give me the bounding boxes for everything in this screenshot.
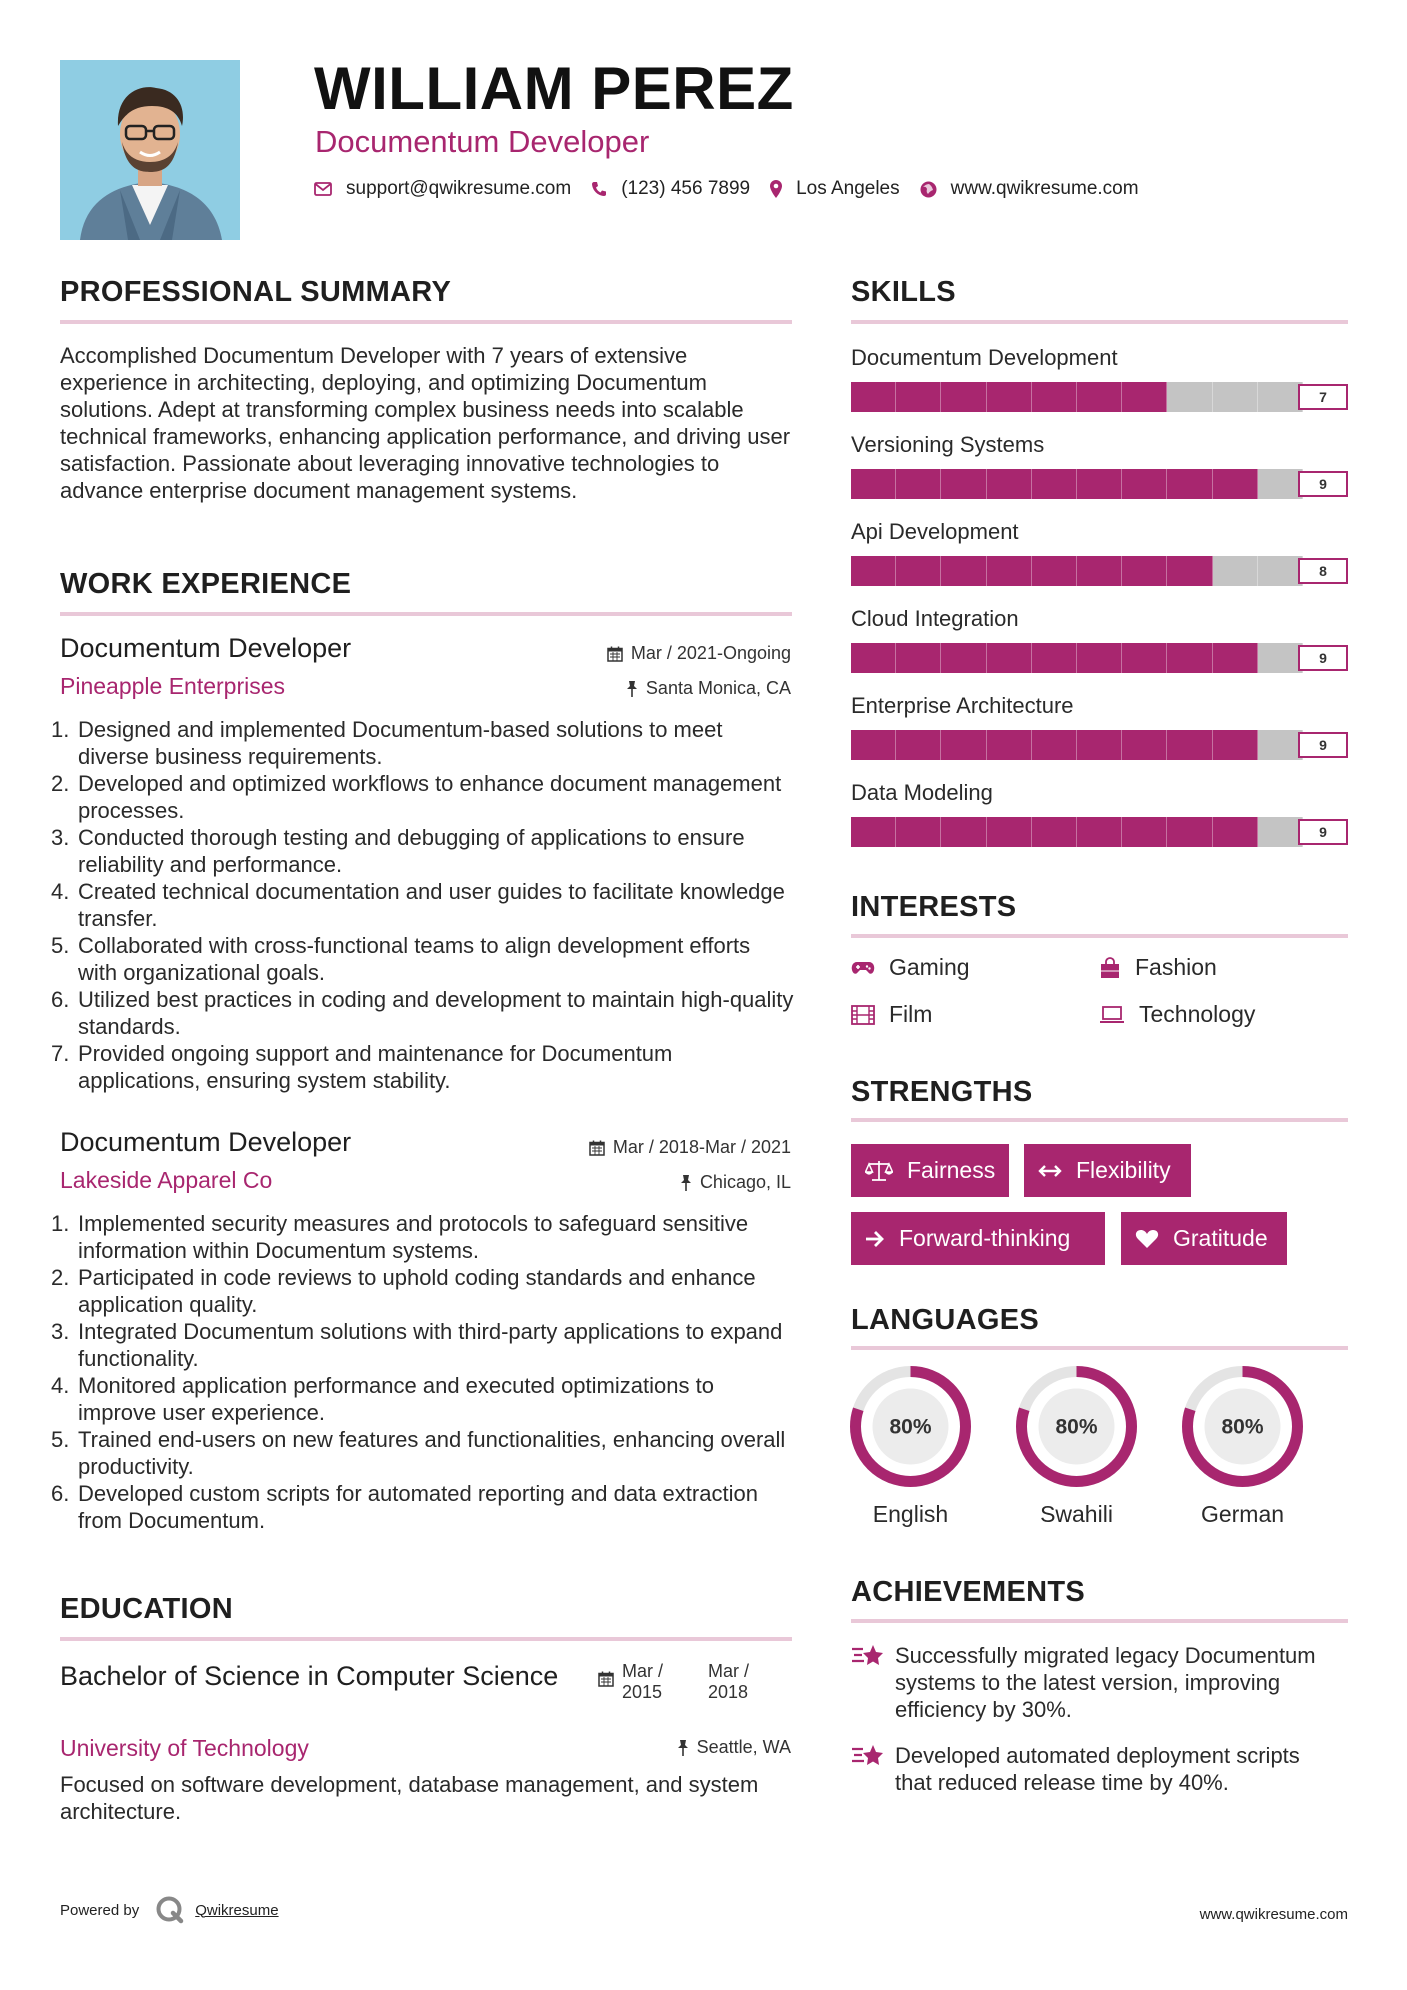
interest-item-technology: [1099, 1001, 1255, 1028]
skill-bar: [851, 382, 1348, 412]
list-item: 1. Implemented security measures and protocols to safeguard sensitive information within Documentum systems.: [51, 1211, 749, 1263]
skill-bar-segment: [1258, 817, 1303, 847]
person-portrait-icon: [60, 60, 240, 240]
list-item: 1. Designed and implemented Documentum-based solutions to meet diverse business requirements.: [51, 717, 723, 769]
skill-label: Api Development: [851, 519, 1019, 544]
skill-bar-segment: [896, 382, 941, 412]
job-dates-text: Mar / 2021-Ongoing: [630, 643, 791, 663]
qwikresume-link[interactable]: Qwikresume: [195, 1901, 279, 1919]
education-divider: [60, 1637, 792, 1641]
skill-bar-segment: [1077, 817, 1122, 847]
interest-label: Technology: [1139, 1001, 1256, 1027]
strength-label: Forward-thinking: [899, 1225, 1071, 1251]
interest-label: Gaming: [889, 954, 970, 980]
skill-bar-segment: [1077, 382, 1122, 412]
skill-score: 9: [1298, 732, 1348, 758]
contact-location: [770, 178, 900, 200]
strength-label: Fairness: [907, 1157, 996, 1183]
skill-bar-segment: [1258, 469, 1303, 499]
skill-bar-segment: [1032, 382, 1077, 412]
skill-score: 9: [1298, 471, 1348, 497]
skill-bar: [851, 730, 1348, 760]
job-company: Lakeside Apparel Co: [60, 1167, 273, 1193]
skill-bar-segment: [941, 730, 986, 760]
experience-divider: [60, 612, 792, 616]
skill-bar-segment: [851, 817, 896, 847]
job-duties-list: [51, 1210, 794, 1534]
education-location-text: Seattle, WA: [696, 1737, 791, 1757]
job-location-text: Chicago, IL: [699, 1172, 791, 1192]
skill-score: 7: [1298, 384, 1348, 410]
contact-email-text: support@qwikresume.com: [346, 178, 572, 199]
summary-divider: [60, 320, 792, 324]
skill-bar-segment: [941, 556, 986, 586]
interests-heading: INTERESTS: [851, 891, 1017, 923]
summary-heading: PROFESSIONAL SUMMARY: [60, 276, 452, 308]
skill-label: Versioning Systems: [851, 432, 1045, 457]
skill-label: Enterprise Architecture: [851, 693, 1074, 718]
skill-score: 9: [1298, 819, 1348, 845]
interest-item-fashion: [1099, 954, 1217, 981]
education-school: University of Technology: [60, 1735, 309, 1761]
skill-bar-segment: [941, 469, 986, 499]
skill-bar-segment: [1077, 469, 1122, 499]
calendar-icon: [598, 1671, 614, 1703]
contact-phone[interactable]: [591, 178, 750, 200]
skills-divider: [851, 320, 1348, 324]
education-heading: EDUCATION: [60, 1593, 233, 1625]
language-percent: 80%: [1055, 1415, 1098, 1439]
skill-bar: [851, 556, 1348, 586]
language-name: German: [1200, 1501, 1285, 1527]
education-location: [677, 1737, 791, 1758]
contact-location-text: Los Angeles: [796, 178, 900, 199]
language-percent: 80%: [889, 1415, 932, 1439]
skill-bar-segment: [987, 817, 1032, 847]
list-item: 3. Integrated Documentum solutions with third-party applications to expand functionality.: [51, 1319, 783, 1371]
skill-bar-segment: [851, 382, 896, 412]
globe-icon: [920, 181, 937, 198]
interest-label: Film: [889, 1001, 933, 1027]
skill-bar-segment: [987, 730, 1032, 760]
job-duties-list: [51, 716, 794, 1094]
skills-heading: SKILLS: [851, 276, 956, 308]
education-dates: [598, 1661, 749, 1703]
skill-bar-segment: [1122, 817, 1167, 847]
skill-bar-segment: [851, 469, 896, 499]
skill-bar-segment: [941, 643, 986, 673]
experience-heading: WORK EXPERIENCE: [60, 568, 352, 600]
languages-heading: LANGUAGES: [851, 1304, 1039, 1336]
list-item: 2. Developed and optimized workflows to enhance document management processes.: [51, 771, 782, 823]
skill-bar-segment: [1213, 643, 1258, 673]
job-location: [680, 1172, 791, 1193]
list-item: 6. Developed custom scripts for automated reporting and data extraction from Documentum.: [51, 1481, 758, 1533]
skill-bar-segment: [896, 817, 941, 847]
envelope-icon: [314, 182, 332, 196]
contact-phone-text: (123) 456 7899: [621, 178, 751, 199]
skill-bar-segment: [1167, 556, 1212, 586]
skill-bar-segment: [1122, 469, 1167, 499]
list-item: 2. Participated in code reviews to uphold coding standards and enhance application quality.: [51, 1265, 756, 1317]
achievement-item: [851, 1642, 1321, 1723]
job-company: Pineapple Enterprises: [60, 673, 286, 699]
skill-bar-segment: [1032, 730, 1077, 760]
list-item: 6. Utilized best practices in coding and development to maintain high-quality standards.: [51, 987, 794, 1039]
skill-bar-segment: [1213, 556, 1258, 586]
skill-bar-segment: [896, 643, 941, 673]
education-start: Mar / 2015: [622, 1661, 664, 1702]
strengths-heading: STRENGTHS: [851, 1076, 1033, 1108]
skill-bar-segment: [1167, 730, 1212, 760]
list-item: 4. Created technical documentation and user guides to facilitate knowledge transfer.: [51, 879, 785, 931]
language-progress-ring: [848, 1364, 973, 1489]
skill-label: Documentum Development: [851, 345, 1118, 370]
strength-badge-flexibility: [1024, 1144, 1191, 1197]
interests-divider: [851, 934, 1348, 938]
job-dates: [607, 643, 791, 664]
contact-row: [314, 178, 1159, 200]
pushpin-icon: [680, 1175, 692, 1191]
strength-badge-gratitude: [1121, 1212, 1287, 1265]
candidate-title: Documentum Developer: [315, 124, 650, 159]
skill-bar-segment: [1213, 817, 1258, 847]
balance-scale-icon: [865, 1160, 893, 1182]
arrow-right-icon: [865, 1230, 885, 1248]
skill-bar: [851, 469, 1348, 499]
powered-by-text: Powered by: [60, 1901, 140, 1919]
education-description: Focused on software development, database management, and system architecture.: [60, 1772, 759, 1824]
summary-text: Accomplished Documentum Developer with 7 years of extensive experience in architecting, deploying, and optimizing Documentum solutions. Adept at transforming complex business needs into scalable technical frameworks, enhancing application performance, and driving user satisfaction. Passionate about leveraging innovative technologies to advance enterprise document management systems.: [60, 343, 791, 503]
skill-bar-segment: [987, 643, 1032, 673]
education-end: Mar / 2018: [708, 1661, 750, 1702]
language-name: Swahili: [1040, 1501, 1113, 1527]
achievement-text: Successfully migrated legacy Documentum systems to the latest version, improving efficiency by 30%.: [895, 1643, 1316, 1722]
strength-label: Gratitude: [1173, 1225, 1268, 1251]
languages-divider: [851, 1346, 1348, 1350]
skill-bar-segment: [1213, 730, 1258, 760]
strengths-divider: [851, 1118, 1348, 1122]
profile-photo: [60, 60, 240, 240]
candidate-name: WILLIAM PEREZ: [314, 55, 794, 122]
qwikresume-logo-icon: [155, 1895, 185, 1925]
skill-bar-segment: [896, 730, 941, 760]
contact-website[interactable]: [920, 178, 1139, 200]
skill-bar-segment: [1077, 643, 1122, 673]
skill-bar-segment: [1213, 469, 1258, 499]
phone-icon: [591, 181, 607, 197]
strength-badge-forward-thinking: [851, 1212, 1105, 1265]
shopping-bag-icon: [1099, 957, 1121, 979]
arrows-horizontal-icon: [1038, 1164, 1062, 1178]
footer-website[interactable]: www.qwikresume.com: [1199, 1906, 1348, 1923]
skill-bar-segment: [1122, 382, 1167, 412]
interest-item-film: [851, 1001, 932, 1028]
skill-bar-segment: [1122, 643, 1167, 673]
skill-bar-segment: [1167, 817, 1212, 847]
skill-bar-segment: [987, 469, 1032, 499]
pushpin-icon: [626, 681, 638, 697]
skill-bar-segment: [1258, 382, 1303, 412]
skill-bar-segment: [851, 556, 896, 586]
shooting-star-icon: [851, 1642, 885, 1674]
skill-bar-segment: [987, 556, 1032, 586]
skill-bar-segment: [1258, 730, 1303, 760]
skill-bar-segment: [1077, 730, 1122, 760]
skill-bar-segment: [1167, 643, 1212, 673]
skill-label: Data Modeling: [851, 780, 993, 805]
skill-bar-segment: [1032, 817, 1077, 847]
skill-bar-segment: [1258, 556, 1303, 586]
skill-score: 8: [1298, 558, 1348, 584]
job-title: Documentum Developer: [60, 1127, 352, 1157]
list-item: 5. Collaborated with cross-functional teams to align development efforts with organizational goals.: [51, 933, 751, 985]
achievement-text: Developed automated deployment scripts that reduced release time by 40%.: [895, 1743, 1300, 1795]
job-location-text: Santa Monica, CA: [645, 678, 791, 698]
list-item: 5. Trained end-users on new features and functionalities, enhancing overall productivity.: [51, 1427, 786, 1479]
skill-bar-segment: [1122, 730, 1167, 760]
skill-bar-segment: [1213, 382, 1258, 412]
calendar-icon: [607, 646, 623, 662]
skill-bar-segment: [941, 817, 986, 847]
skill-bar-segment: [1258, 643, 1303, 673]
language-progress-ring: [1014, 1364, 1139, 1489]
skill-bar-segment: [1032, 643, 1077, 673]
job-dates-text: Mar / 2018-Mar / 2021: [612, 1137, 791, 1157]
language-item: [1014, 1364, 1139, 1528]
interest-label: Fashion: [1135, 954, 1217, 980]
skill-score: 9: [1298, 645, 1348, 671]
list-item: 3. Conducted thorough testing and debugging of applications to ensure reliability and performance.: [51, 825, 745, 877]
interest-item-gaming: [851, 954, 970, 981]
skill-bar-segment: [987, 382, 1032, 412]
language-percent: 80%: [1221, 1415, 1264, 1439]
contact-email[interactable]: [314, 178, 571, 200]
skill-bar-segment: [1077, 556, 1122, 586]
achievements-heading: ACHIEVEMENTS: [851, 1576, 1086, 1608]
language-name: English: [872, 1501, 949, 1527]
skill-bar-segment: [1032, 556, 1077, 586]
language-progress-ring: [1180, 1364, 1305, 1489]
shooting-star-icon: [851, 1742, 885, 1774]
skill-bar-segment: [1032, 469, 1077, 499]
skill-bar: [851, 817, 1348, 847]
film-icon: [851, 1005, 875, 1025]
skill-bar-segment: [941, 382, 986, 412]
list-item: 4. Monitored application performance and executed optimizations to improve user experience.: [51, 1373, 714, 1425]
achievements-divider: [851, 1619, 1348, 1623]
language-item: [1180, 1364, 1305, 1528]
language-item: [848, 1364, 973, 1528]
map-pin-icon: [770, 180, 782, 198]
gamepad-icon: [851, 960, 875, 976]
job-location: [626, 678, 791, 699]
strength-badge-fairness: [851, 1144, 1009, 1197]
skill-bar-segment: [1167, 382, 1212, 412]
skill-bar-segment: [896, 469, 941, 499]
education-degree: Bachelor of Science in Computer Science: [60, 1661, 559, 1691]
contact-website-text: www.qwikresume.com: [950, 178, 1139, 199]
calendar-icon: [589, 1140, 605, 1156]
skill-bar-segment: [896, 556, 941, 586]
skill-bar: [851, 643, 1348, 673]
pushpin-icon: [677, 1740, 689, 1756]
skill-bar-segment: [1167, 469, 1212, 499]
skill-bar-segment: [1122, 556, 1167, 586]
skill-bar-segment: [851, 730, 896, 760]
footer-powered-by: [60, 1895, 279, 1925]
achievement-item: [851, 1742, 1321, 1796]
skill-label: Cloud Integration: [851, 606, 1019, 631]
strength-label: Flexibility: [1076, 1157, 1171, 1183]
list-item: 7. Provided ongoing support and maintenance for Documentum applications, ensuring system stability.: [51, 1041, 673, 1093]
heart-icon: [1135, 1229, 1159, 1249]
laptop-icon: [1099, 1006, 1125, 1024]
job-dates: [589, 1137, 791, 1158]
job-title: Documentum Developer: [60, 633, 352, 663]
skill-bar-segment: [851, 643, 896, 673]
